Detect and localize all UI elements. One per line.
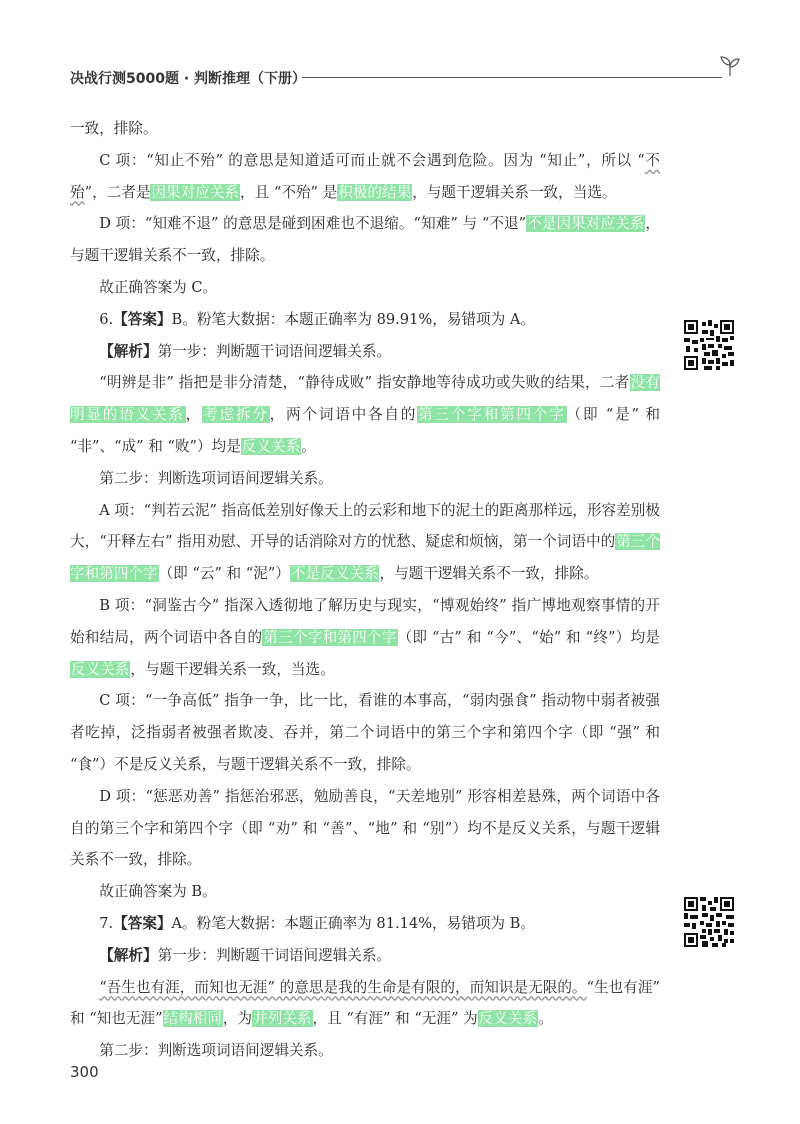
highlight: 反义关系 [71, 660, 130, 678]
header-title: 决战行测5000题 · 判断推理（下册） [70, 71, 307, 87]
paragraph-option-c [70, 685, 660, 780]
text-run: D 项：“惩恶劝善” 指惩治邪恶，勉励善良，“天差地别” 形容相差悬殊，两个词语中各自的第三个字和第四个字（即 “劝” 和 “善”、“地” 和 “别”）均不是反义关系，与题干逻辑关系不一致，排除。 [70, 787, 660, 869]
text-run: 第二步：判断选项词语间逻辑关系。 [99, 1042, 333, 1060]
paragraph-answer [70, 272, 660, 304]
highlight: 反义关系 [241, 437, 301, 455]
text-run: ，与题干逻辑关系不一致，排除。 [70, 215, 660, 265]
text-run: 一致，排除。 [70, 120, 158, 137]
qr-code-icon[interactable] [684, 897, 734, 947]
qr-code-icon[interactable] [684, 320, 734, 370]
text-run: （即 “云” 和 “泥”） [158, 565, 290, 583]
highlight: 不是反义关系 [290, 565, 379, 583]
highlight: 第三个字和第四个字 [263, 628, 397, 646]
text-run: 第二步：判断选项词语间逻辑关系。 [99, 469, 333, 487]
text-run: 第一步：判断题干词语间逻辑关系。 [157, 342, 392, 360]
text-run: ，且 “不殆” 是 [240, 183, 338, 201]
highlight: 反义关系 [478, 1010, 538, 1028]
text-run: A 项：“判若云泥” 指高低差别好像天上的云彩和地下的泥土的距离那样远，形容差别极大，“开释左右” 指用劝慰、开导的话消除对方的忧愁、疑虑和烦恼，第一个词语中的 [70, 501, 660, 551]
paragraph-answer [70, 876, 660, 908]
highlight: 没有明显的语义关系 [70, 374, 660, 424]
paragraph-option-d [70, 208, 660, 272]
question-number: 7. [99, 914, 114, 932]
question-6-analysis [70, 336, 660, 368]
paragraph [70, 1035, 660, 1067]
question-7-answer [70, 908, 660, 940]
text-run: 。 [538, 1010, 553, 1028]
highlight: 因果对应关系 [151, 183, 240, 201]
text-run: C 项：“一争高低” 指争一争，比一比，看谁的本事高，“弱肉强食” 指动物中弱者被强者吃掉，泛指弱者被强者欺凌、吞并，第二个词语中的第三个字和第四个字（即 “强” 和 “食”）不是反义关系，与题干逻辑关系不一致，排除。 [70, 692, 660, 773]
text-run: ， [185, 406, 203, 424]
highlight: 积极的结果 [338, 183, 412, 201]
paragraph-option-d [70, 781, 660, 876]
text-run: ，与题干逻辑关系一致，当选。 [412, 183, 617, 201]
highlight: 不是因果对应关系 [527, 215, 645, 233]
text-run: （即 “是” 和 “非”、“成” 和 “败”）均是 [70, 406, 660, 455]
text-run: ，与题干逻辑关系不一致，排除。 [379, 565, 599, 583]
analysis-label: 【解析】 [99, 946, 158, 964]
text-run: 。 [301, 437, 316, 455]
text-run: A。粉笔大数据：本题正确率为 81.14%，易错项为 B。 [171, 914, 535, 932]
highlight: 结构相同 [163, 1010, 222, 1028]
text-run: C 项：“知止不殆” 的意思是知道适可而止就不会遇到危险。因为 “知止”，所以 “ [99, 151, 645, 169]
running-header [70, 64, 742, 92]
underlined-text: “吾生也有涯，而知也无涯” 的意思是我的生命是有限的，而知识是无限的。 [99, 978, 587, 996]
paragraph-option-b [70, 590, 660, 685]
page-body [70, 113, 660, 1067]
question-number: 6. [99, 310, 114, 328]
paragraph [70, 113, 660, 145]
highlight: 并列关系 [253, 1010, 312, 1028]
answer-label: 【答案】 [113, 310, 172, 328]
analysis-label: 【解析】 [99, 342, 158, 360]
text-run: 第一步：判断题干词语间逻辑关系。 [157, 946, 392, 964]
paragraph [70, 972, 660, 1036]
highlight: 第三个字和第四个字 [70, 533, 660, 583]
paragraph [70, 367, 660, 462]
question-7-analysis [70, 940, 660, 972]
highlight: 考虑拆分 [203, 406, 269, 424]
text-run: ，与题干逻辑关系一致，当选。 [130, 660, 335, 678]
paragraph-option-c [70, 145, 660, 209]
text-run: “生也有涯” 和 “知也无涯” [70, 978, 660, 1028]
underlined-text: 不殆 [70, 151, 660, 201]
text-run: ，两个词语中各自的 [269, 406, 418, 424]
text-run: ”，二者是 [84, 183, 151, 201]
text-run: “明辨是非” 指把是非分清楚，“静待成败” 指安静地等待成功或失败的结果，二者 [99, 374, 630, 392]
text-run: 故正确答案为 B。 [99, 883, 217, 901]
page-number: 300 [70, 1063, 99, 1081]
text-run: ，为 [222, 1010, 253, 1028]
text-run: 故正确答案为 C。 [99, 278, 218, 296]
header-rule [302, 77, 722, 78]
answer-label: 【答案】 [113, 914, 172, 932]
paragraph [70, 463, 660, 495]
paragraph-option-a [70, 495, 660, 590]
question-6-answer [70, 304, 660, 336]
text-run: ，且 “有涯” 和 “无涯” 为 [312, 1010, 478, 1028]
text-run: （即 “古” 和 “今”、“始” 和 “终”）均是 [397, 628, 660, 646]
highlight: 第三个字和第四个字 [418, 406, 566, 424]
leaf-sprout-icon [718, 54, 742, 78]
text-run: D 项：“知难不退” 的意思是碰到困难也不退缩。“知难” 与 “不退” [99, 215, 527, 233]
text-run: B。粉笔大数据：本题正确率为 89.91%，易错项为 A。 [171, 310, 535, 328]
text-run: B 项：“洞鉴古今” 指深入透彻地了解历史与现实，“博观始终” 指广博地观察事情的开始和结局，两个词语中各自的 [70, 596, 660, 646]
